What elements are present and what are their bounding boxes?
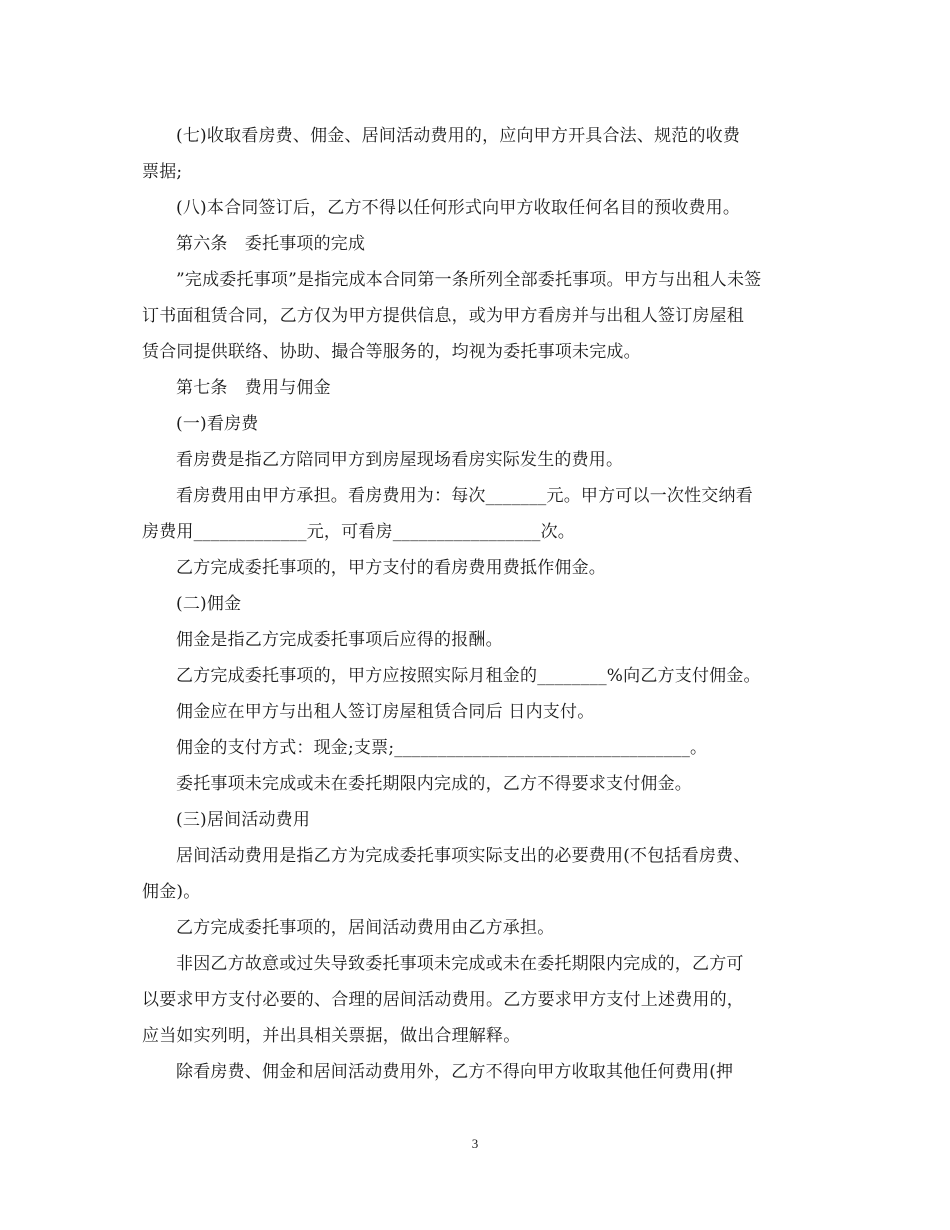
document-body	[142, 118, 814, 1090]
paragraph-line: 以要求甲方支付必要的、合理的居间活动费用。乙方要求甲方支付上述费用的，	[142, 990, 744, 1010]
paragraph-line: (七)收取看房费、佣金、居间活动费用的，应向甲方开具合法、规范的收费	[176, 126, 741, 146]
paragraph-line: ”完成委托事项”是指完成本合同第一条所列全部委托事项。甲方与出租人未签	[176, 270, 762, 290]
paragraph-line: 非因乙方故意或过失导致委托事项未完成或未在委托期限内完成的，乙方可	[176, 954, 744, 974]
paragraph-line: 除看房费、佣金和居间活动费用外，乙方不得向甲方收取其他任何费用(押	[176, 1062, 734, 1082]
paragraph-line: 赁合同提供联络、协助、撮合等服务的，均视为委托事项未完成。	[142, 342, 641, 362]
paragraph-line: 订书面租赁合同，乙方仅为甲方提供信息，或为甲方看房并与出租人签订房屋租	[142, 306, 744, 326]
section-heading: (一)看房费	[176, 414, 259, 434]
paragraph-line: 应当如实列明，并出具相关票据，做出合理解释。	[142, 1026, 521, 1046]
paragraph-line: 房费用_____________元，可看房_________________次。	[142, 522, 575, 542]
paragraph-line: 看房费是指乙方陪同甲方到房屋现场看房实际发生的费用。	[176, 450, 624, 470]
paragraph-line: 佣金应在甲方与出租人签订房屋租赁合同后 日内支付。	[176, 702, 595, 722]
page-number: 3	[471, 1136, 479, 1151]
paragraph-line: (八)本合同签订后，乙方不得以任何形式向甲方收取任何名目的预收费用。	[176, 198, 741, 218]
paragraph-line: 乙方完成委托事项的，居间活动费用由乙方承担。	[176, 918, 555, 938]
paragraph-line: 乙方完成委托事项的，甲方支付的看房费用费抵作佣金。	[176, 558, 606, 578]
article-heading: 第七条 费用与佣金	[176, 378, 331, 398]
article-heading: 第六条 委托事项的完成	[176, 234, 366, 254]
paragraph-line: 佣金的支付方式：现金;支票;__________________________________。	[176, 738, 708, 758]
paragraph-line: 佣金)。	[142, 882, 201, 902]
section-heading: (二)佣金	[176, 594, 242, 614]
paragraph-line: 票据;	[142, 162, 183, 182]
paragraph-line: 乙方完成委托事项的，甲方应按照实际月租金的________%向乙方支付佣金。	[176, 666, 761, 686]
paragraph-line: 居间活动费用是指乙方为完成委托事项实际支出的必要费用(不包括看房费、	[176, 846, 751, 866]
paragraph-line: 看房费用由甲方承担。看房费用为：每次_______元。甲方可以一次性交纳看	[176, 486, 753, 506]
paragraph-line: 佣金是指乙方完成委托事项后应得的报酬。	[176, 630, 503, 650]
paragraph-line: 委托事项未完成或未在委托期限内完成的，乙方不得要求支付佣金。	[176, 774, 692, 794]
section-heading: (三)居间活动费用	[176, 810, 311, 830]
